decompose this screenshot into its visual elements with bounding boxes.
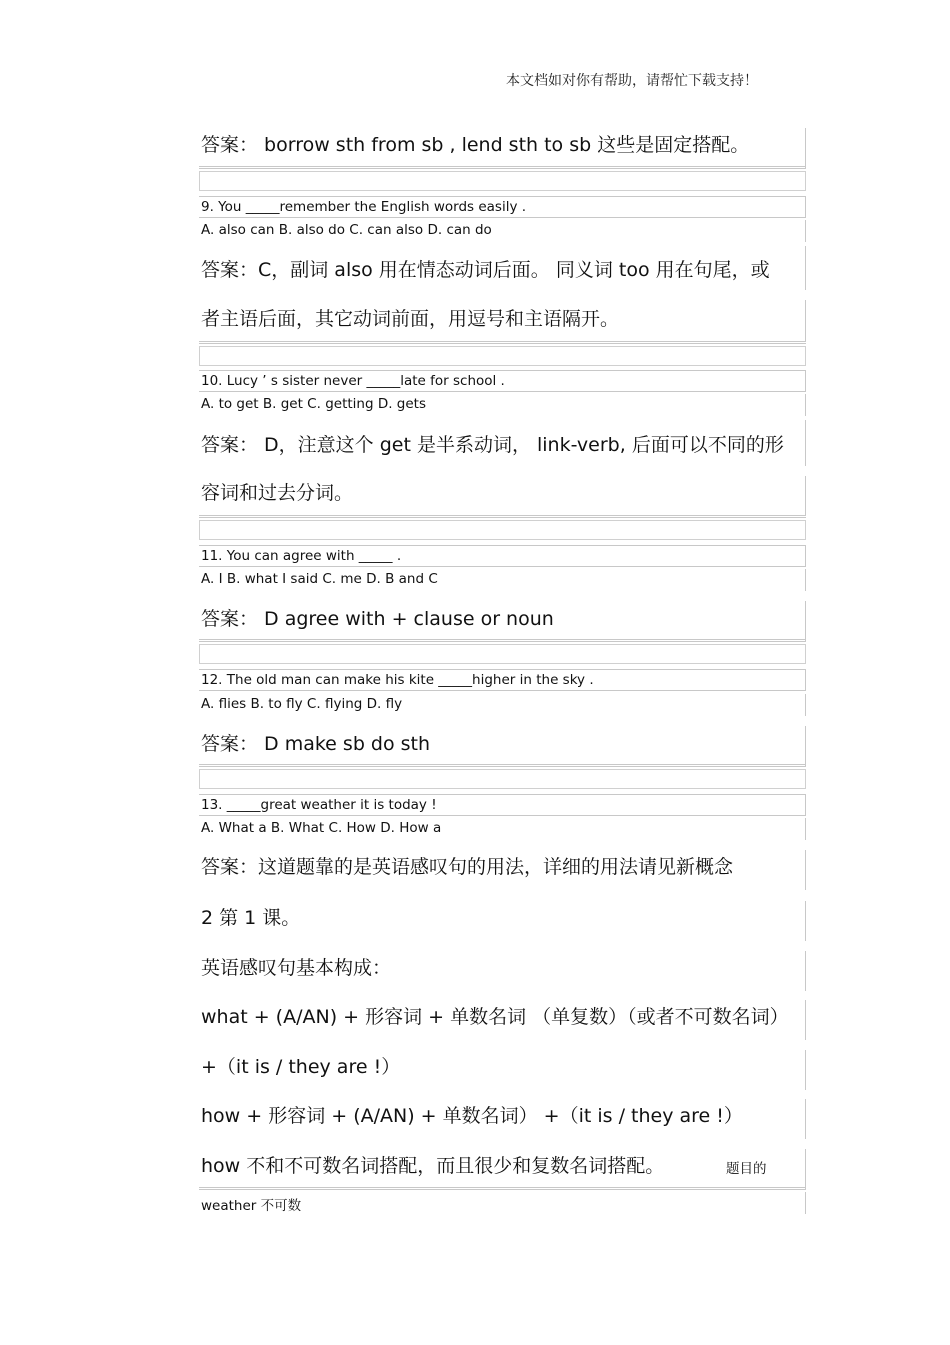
divider [199,639,806,642]
answer-13-line-6 [199,1099,806,1139]
options-11-text: A. I B. what I said C. me D. B and C [201,571,438,587]
answer-13-line-1 [199,850,806,890]
options-12-row [199,694,806,716]
answer-13-text-4: what + (A/AN) + 形容词 + 单数名词 （单复数）（或者不可数名词） [201,1006,789,1028]
spacer-row [199,346,806,366]
options-11-row [199,569,806,591]
answer-12-text: 答案： D make sb do sth [201,733,431,755]
answer-13-text-1: 答案：这道题靠的是英语感叹句的用法，详细的用法请见新概念 [201,856,734,878]
spacer-row [199,769,806,789]
options-12-text: A. flies B. to fly C. flying D. fly [201,696,403,712]
options-10-text: A. to get B. get C. getting D. gets [201,396,427,412]
answer-8-text: 答案： borrow sth from sb , lend sth to sb 这些是固定搭配。 [201,134,750,156]
options-10-row [199,394,806,416]
answer-13-line-3 [199,951,806,991]
spacer-row [199,520,806,540]
answer-11-row [199,601,806,641]
options-13-text: A. What a B. What C. How D. How a [201,820,442,836]
answer-13-line-8 [199,1192,806,1214]
answer-13-text-3: 英语感叹句基本构成： [201,957,392,979]
page-header-note: 本文档如对你有帮助，请帮忙下载支持！ [506,73,758,89]
answer-9-line-1 [199,246,806,290]
question-11-row [199,545,806,567]
answer-9-text-2: 者主语后面，其它动词前面，用逗号和主语隔开。 [201,308,620,330]
spacer-row [199,171,806,191]
answer-8-row [199,128,806,168]
answer-10-line-2 [199,476,806,516]
options-9-text: A. also can B. also do C. can also D. can do [201,222,492,238]
answer-13-line-2 [199,901,806,941]
answer-13-text-8: weather 不可数 [201,1198,302,1214]
answer-9-line-2 [199,300,806,342]
question-10-text: 10. Lucy ’ s sister never _____late for school . [201,373,505,389]
divider [199,1187,806,1190]
options-13-row [199,818,806,840]
answer-9-text-1: 答案：C，副词 also 用在情态动词后面。 同义词 too 用在句尾，或 [201,259,770,281]
question-12-row [199,669,806,691]
options-9-row [199,220,806,242]
divider [199,764,806,767]
answer-13-line-7 [199,1149,806,1189]
divider [199,166,806,169]
answer-10-line-1 [199,420,806,466]
answer-13-text-7-tail: 题目的 [726,1161,767,1177]
divider [199,515,806,518]
answer-13-text-6: how + 形容词 + (A/AN) + 单数名词） +（it is / they are !） [201,1105,743,1127]
answer-12-row [199,726,806,766]
answer-10-text-1: 答案： D，注意这个 get 是半系动词， link-verb, 后面可以不同的形 [201,434,784,456]
question-9-row [199,196,806,218]
question-13-row [199,794,806,816]
divider [199,341,806,344]
answer-13-line-5 [199,1050,806,1090]
answer-13-text-5: +（it is / they are !） [201,1056,401,1078]
answer-13-text-2: 2 第 1 课。 [201,907,301,929]
answer-13-text-7: how 不和不可数名词搭配，而且很少和复数名词搭配。 [201,1155,665,1177]
answer-13-line-4 [199,1000,806,1040]
spacer-row [199,644,806,664]
question-12-text: 12. The old man can make his kite _____higher in the sky . [201,672,594,688]
answer-10-text-2: 容词和过去分词。 [201,482,354,504]
question-11-text: 11. You can agree with _____ . [201,548,402,564]
answer-11-text: 答案： D agree with + clause or noun [201,608,554,630]
question-9-text: 9. You _____remember the English words easily . [201,199,527,215]
question-10-row [199,370,806,392]
question-13-text: 13. _____great weather it is today ! [201,797,437,813]
